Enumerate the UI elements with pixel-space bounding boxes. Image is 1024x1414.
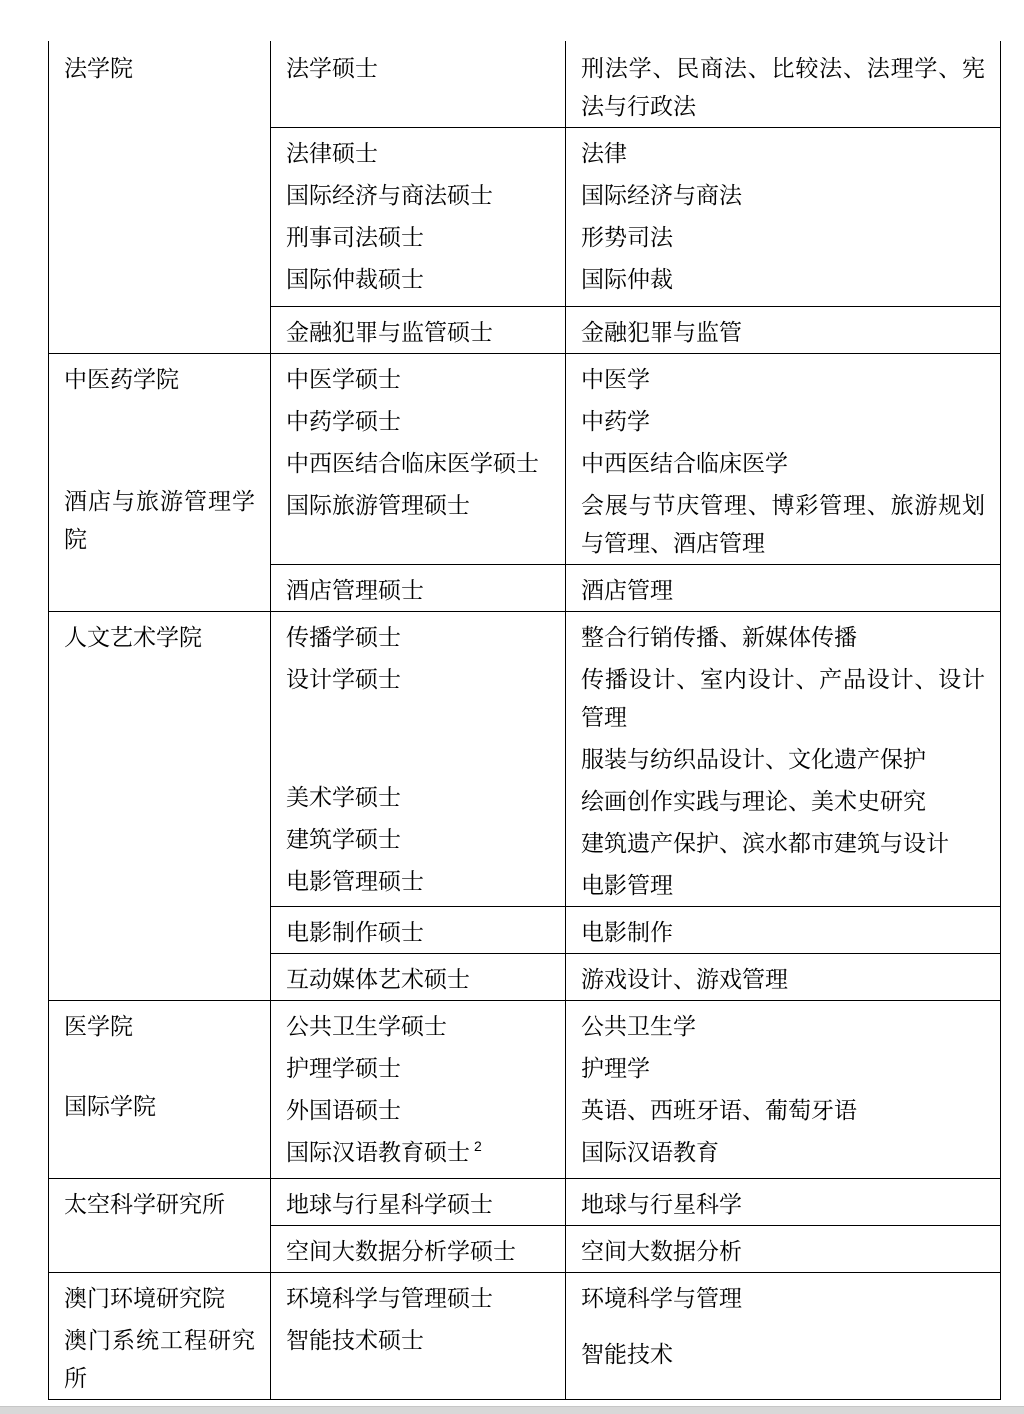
college-cell xyxy=(49,1273,271,1400)
specializations-cell xyxy=(566,128,1001,307)
program-name: 金融犯罪与监管硕士 xyxy=(286,319,493,345)
table-row xyxy=(49,612,1001,907)
program-name: 法学硕士 xyxy=(286,55,378,81)
program-name: 环境科学与管理硕士 xyxy=(286,1285,493,1311)
program-name: 公共卫生学硕士 xyxy=(286,1013,447,1039)
programs-cell xyxy=(271,307,566,354)
program-name: 美术学硕士 xyxy=(286,784,401,810)
program-name: 空间大数据分析学硕士 xyxy=(286,1238,516,1264)
program-name: 刑事司法硕士 xyxy=(286,224,424,250)
specialization-text: 中医学 xyxy=(581,366,650,392)
programs-cell xyxy=(271,41,566,128)
college-name: 澳门系统工程研究所 xyxy=(64,1327,255,1391)
table-row xyxy=(49,1001,1001,1179)
specializations-cell xyxy=(566,612,1001,907)
specializations-cell xyxy=(566,907,1001,954)
specializations-cell xyxy=(566,41,1001,128)
program-name: 电影管理硕士 xyxy=(286,868,424,894)
program-name: 中药学硕士 xyxy=(286,408,401,434)
page-divider-bar xyxy=(0,1406,1024,1414)
specialization-text: 智能技术 xyxy=(581,1341,673,1367)
programs-cell xyxy=(271,954,566,1001)
specialization-text: 公共卫生学 xyxy=(581,1013,696,1039)
specialization-text: 中西医结合临床医学 xyxy=(581,450,788,476)
program-name: 护理学硕士 xyxy=(286,1055,401,1081)
programs-cell xyxy=(271,354,566,565)
program-name: 互动媒体艺术硕士 xyxy=(286,966,470,992)
programs-cell xyxy=(271,1226,566,1273)
program-name: 设计学硕士 xyxy=(286,666,401,692)
specializations-cell xyxy=(566,1273,1001,1400)
specialization-text: 空间大数据分析 xyxy=(581,1238,742,1264)
program-name: 国际旅游管理硕士 xyxy=(286,492,470,518)
program-name: 国际仲裁硕士 xyxy=(286,266,424,292)
specialization-text: 英语、西班牙语、葡萄牙语 xyxy=(581,1097,857,1123)
specialization-text: 建筑遗产保护、滨水都市建筑与设计 xyxy=(581,830,949,856)
program-name: 中西医结合临床医学硕士 xyxy=(286,450,539,476)
specialization-text: 电影管理 xyxy=(581,872,673,898)
footnote-marker: 2 xyxy=(474,1138,482,1155)
specializations-cell xyxy=(566,354,1001,565)
table-row xyxy=(49,41,1001,128)
specialization-text: 国际汉语教育 xyxy=(581,1139,719,1165)
specializations-cell xyxy=(566,1001,1001,1179)
program-name: 传播学硕士 xyxy=(286,624,401,650)
college-cell xyxy=(49,1179,271,1273)
specializations-cell xyxy=(566,307,1001,354)
specialization-text: 整合行销传播、新媒体传播 xyxy=(581,624,857,650)
programs-table xyxy=(48,41,1001,1400)
college-name: 法学院 xyxy=(64,55,133,81)
college-name: 太空科学研究所 xyxy=(64,1191,225,1217)
specialization-text: 刑法学、民商法、比较法、法理学、宪法与行政法 xyxy=(581,55,985,119)
specialization-text: 中药学 xyxy=(581,408,650,434)
program-name: 地球与行星科学硕士 xyxy=(286,1191,493,1217)
program-name: 中医学硕士 xyxy=(286,366,401,392)
specialization-text: 电影制作 xyxy=(581,919,673,945)
specialization-text: 环境科学与管理 xyxy=(581,1285,742,1311)
specialization-text: 国际经济与商法 xyxy=(581,182,742,208)
programs-cell xyxy=(271,1179,566,1226)
college-name: 中医药学院 xyxy=(64,366,179,392)
specialization-text: 游戏设计、游戏管理 xyxy=(581,966,788,992)
program-name: 电影制作硕士 xyxy=(286,919,424,945)
college-name: 澳门环境研究院 xyxy=(64,1285,225,1311)
specialization-text: 国际仲裁 xyxy=(581,266,673,292)
college-name: 医学院 xyxy=(64,1013,133,1039)
table-row xyxy=(49,1179,1001,1226)
program-name: 法律硕士 xyxy=(286,140,378,166)
specialization-text: 地球与行星科学 xyxy=(581,1191,742,1217)
college-name: 人文艺术学院 xyxy=(64,624,202,650)
programs-cell xyxy=(271,1001,566,1179)
college-cell xyxy=(49,41,271,354)
specialization-text: 传播设计、室内设计、产品设计、设计管理 xyxy=(581,666,985,730)
table-row xyxy=(49,1273,1001,1400)
specializations-cell xyxy=(566,954,1001,1001)
specializations-cell xyxy=(566,1226,1001,1273)
college-cell xyxy=(49,354,271,612)
specialization-text: 形势司法 xyxy=(581,224,673,250)
specialization-text: 酒店管理 xyxy=(581,577,673,603)
programs-cell xyxy=(271,565,566,612)
specialization-text: 法律 xyxy=(581,140,627,166)
specializations-cell xyxy=(566,565,1001,612)
program-name: 酒店管理硕士 xyxy=(286,577,424,603)
programs-cell xyxy=(271,612,566,907)
program-name: 智能技术硕士 xyxy=(286,1327,424,1353)
specialization-text: 护理学 xyxy=(581,1055,650,1081)
college-name: 国际学院 xyxy=(64,1093,156,1119)
program-name: 外国语硕士 xyxy=(286,1097,401,1123)
program-name xyxy=(286,1133,550,1171)
programs-cell xyxy=(271,128,566,307)
specialization-text: 服装与纺织品设计、文化遗产保护 xyxy=(581,746,926,772)
specialization-text: 会展与节庆管理、博彩管理、旅游规划与管理、酒店管理 xyxy=(581,492,985,556)
specializations-cell xyxy=(566,1179,1001,1226)
program-name: 建筑学硕士 xyxy=(286,826,401,852)
college-cell xyxy=(49,1001,271,1179)
college-cell xyxy=(49,612,271,1001)
programs-cell xyxy=(271,1273,566,1400)
program-name-text: 国际汉语教育硕士 xyxy=(286,1139,470,1165)
specialization-text: 绘画创作实践与理论、美术史研究 xyxy=(581,788,926,814)
table-row xyxy=(49,354,1001,565)
college-name: 酒店与旅游管理学院 xyxy=(64,488,255,552)
programs-cell xyxy=(271,907,566,954)
program-name: 国际经济与商法硕士 xyxy=(286,182,493,208)
specialization-text: 金融犯罪与监管 xyxy=(581,319,742,345)
